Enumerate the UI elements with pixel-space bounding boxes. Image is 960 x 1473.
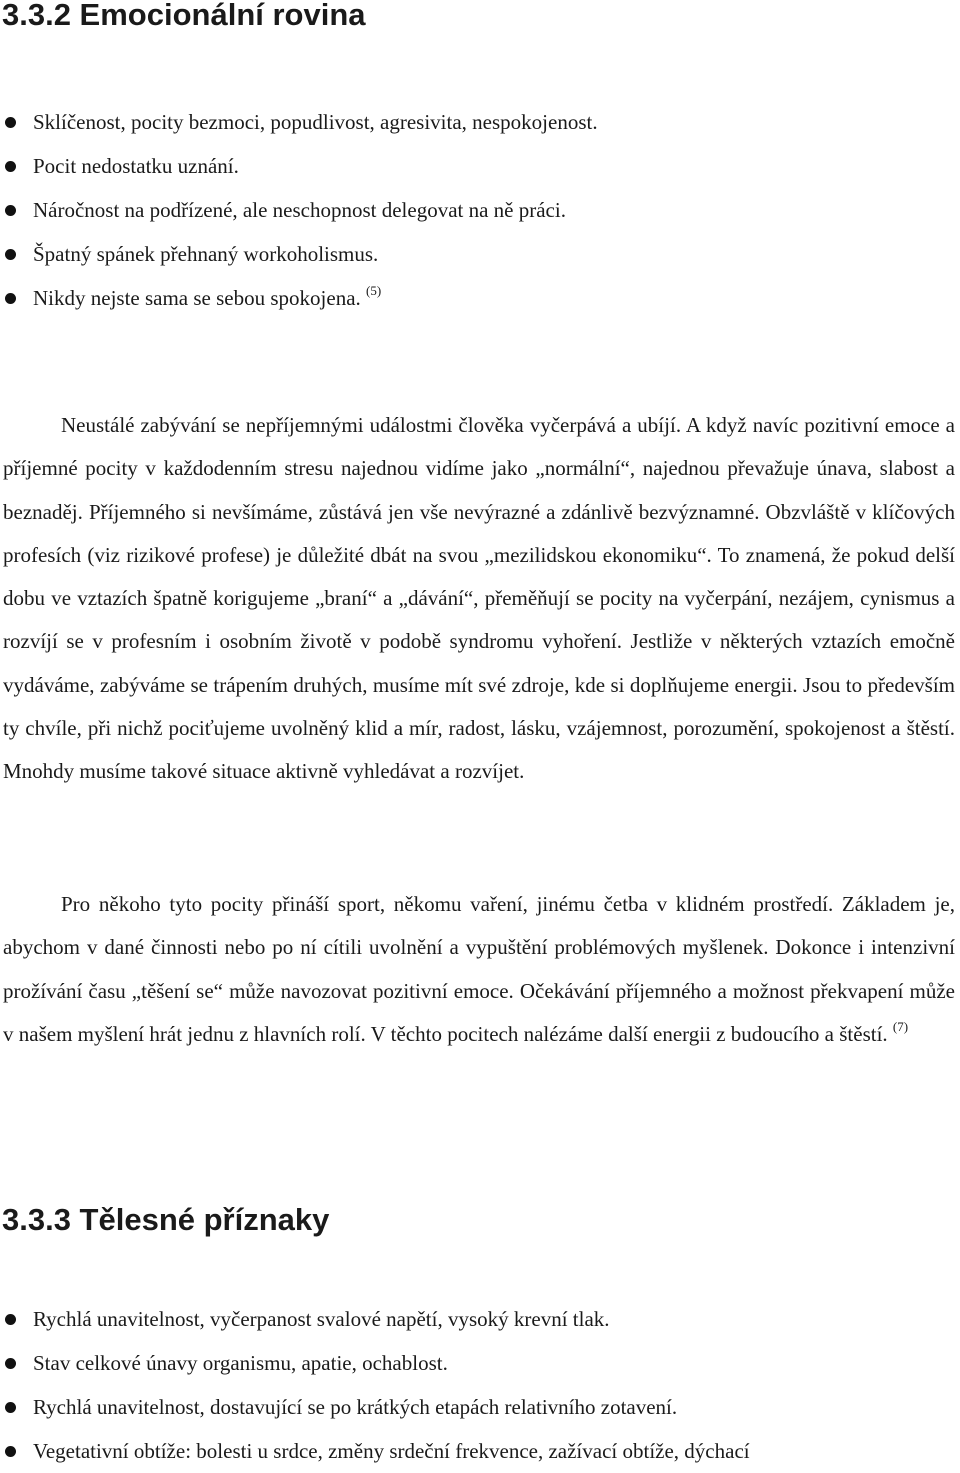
list-item <box>0 188 598 232</box>
bullet-icon <box>5 117 16 128</box>
bullet-icon <box>5 1358 16 1369</box>
list-item <box>0 1385 750 1429</box>
bullet-icon <box>5 293 16 304</box>
list-item <box>0 100 598 144</box>
bullet-icon <box>5 161 16 172</box>
bullet-icon <box>5 249 16 260</box>
bullet-icon <box>5 1446 16 1457</box>
list-item-text: Stav celkové únavy organismu, apatie, ochablost. <box>33 1351 448 1375</box>
list-item-text: Pocit nedostatku uznání. <box>33 154 239 178</box>
list-item-text: Náročnost na podřízené, ale neschopnost delegovat na ně práci. <box>33 198 566 222</box>
list-item-text: Nikdy nejste sama se sebou spokojena. <box>33 286 361 310</box>
list-item <box>0 1297 750 1341</box>
citation-marker: (7) <box>892 1018 909 1034</box>
list-item-text: Sklíčenost, pocity bezmoci, popudlivost, agresivita, nespokojenost. <box>33 110 598 134</box>
section-heading-emotional: 3.3.2 Emocionální rovina <box>2 0 366 32</box>
bullet-icon <box>5 1402 16 1413</box>
paragraph-text: Pro někoho tyto pocity přináší sport, někomu vaření, jinému četba v klidném prostředí. Základem je, abychom v dané činnosti nebo po ní cítili uvolnění a vypuštění problémových myšlenek. Dokonce i intenzivní prožívání času „těšení se“ může navozovat pozitivní emoce. Očekávání příjemného a možnost překvapení může v našem myšlení hrát jednu z hlavních rolí. V těchto pocitech nalézáme další energii z budoucího a štěstí. <box>3 892 955 1046</box>
list-item <box>0 276 598 320</box>
body-paragraph <box>3 883 955 1056</box>
body-paragraph <box>3 404 955 794</box>
list-item <box>0 232 598 276</box>
paragraph-text: Neustálé zabývání se nepříjemnými událostmi člověka vyčerpává a ubíjí. A když navíc pozitivní emoce a příjemné pocity v každodenním stresu najednou vidíme jako „normální“, najednou převažuje únava, slabost a beznaděj. Příjemného si nevšímáme, zůstává jen vše nevýrazné a zdánlivě bezvýznamné. Obzvláště v klíčových profesích (viz rizikové profese) je důležité dbát na svou „mezilidskou ekonomiku“. To znamená, že pokud delší dobu ve vztazích špatně korigujeme „braní“ a „dávání“, přeměňují se pocity na vyčerpání, nezájem, cynismus a rozvíjí se v profesním i osobním životě v podobě syndromu vyhoření. Jestliže v některých vztazích emočně vydáváme, zabýváme se trápením druhých, musíme mít své zdroje, kde si doplňujeme energii. Jsou to především ty chvíle, při nichž pociťujeme uvolněný klid a mír, radost, lásku, vzájemnost, porozumění, spokojenost a štěstí. Mnohdy musíme takové situace aktivně vyhledávat a rozvíjet. <box>3 413 955 784</box>
list-item-text: Špatný spánek přehnaný workoholismus. <box>33 242 379 266</box>
list-item <box>0 1341 750 1385</box>
list-item-text: Rychlá unavitelnost, vyčerpanost svalové napětí, vysoký krevní tlak. <box>33 1307 610 1331</box>
list-item <box>0 1429 750 1473</box>
bullet-icon <box>5 1314 16 1325</box>
section-heading-physical: 3.3.3 Tělesné příznaky <box>2 1202 330 1237</box>
bullet-icon <box>5 205 16 216</box>
physical-bullet-list <box>0 1297 750 1473</box>
list-item-text: Vegetativní obtíže: bolesti u srdce, změny srdeční frekvence, zažívací obtíže, dýchací <box>33 1439 750 1463</box>
list-item-text: Rychlá unavitelnost, dostavující se po krátkých etapách relativního zotavení. <box>33 1395 678 1419</box>
emotional-bullet-list <box>0 100 598 320</box>
list-item <box>0 144 598 188</box>
citation-marker: (5) <box>366 283 382 298</box>
